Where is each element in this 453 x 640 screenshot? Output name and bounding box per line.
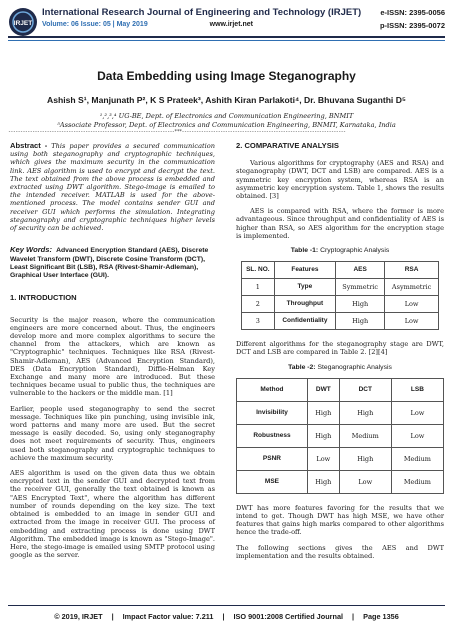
- left-column: [10, 142, 215, 566]
- footer-copyright: © 2019, IRJET: [54, 612, 103, 621]
- journal-meta: [42, 21, 253, 28]
- table-cell: Low: [307, 447, 339, 470]
- table-row: [237, 401, 444, 424]
- abstract: [10, 142, 215, 232]
- table-header-cell: LSB: [391, 378, 443, 401]
- footer-iso: ISO 9001:2008 Certified Journal: [233, 612, 344, 621]
- irjet-logo-icon: [8, 7, 38, 37]
- analysis-paragraph-4: DWT has more features favoring for the results that we intend to get. Though DWT has high MSE, we have other features that gains high marks compared to other algorithms hence the trade-off.: [236, 503, 444, 537]
- table-cell: Medium: [391, 470, 443, 493]
- table-header-cell: DCT: [339, 378, 391, 401]
- analysis-paragraph-2: AES is compared with RSA, where the former is more advantageous. Since throughput and confidentiality of AES is higher than RSA, so AES algorithm for the encryption stage is implemented.: [236, 207, 444, 240]
- affiliation-professor: ⁵Associate Professor, Dept. of Electronics and Communication Engineering, BNMIT, Karnataka, India: [57, 121, 396, 129]
- table-header-row: [237, 378, 444, 401]
- table-cell: Medium: [391, 447, 443, 470]
- table-row: [237, 470, 444, 493]
- affiliation-students: ¹,²,³,⁴ UG-BE, Dept. of Electronics and Communication Engineering, BNMIT: [99, 112, 354, 120]
- footer-separator: |: [352, 612, 355, 621]
- intro-heading: 1. INTRODUCTION: [10, 293, 77, 303]
- author-list: Ashish S¹, Manjunath P², K S Prateek³, Ashith Kiran Parlakoti⁴, Dr. Bhuvana Suganthi D⁵: [47, 95, 406, 105]
- table-header-row: [242, 262, 439, 279]
- table1-title: Cryptographic Analysis: [318, 247, 390, 255]
- intro-paragraph-2: Earlier, people used steganography to send the secret message. Techniques like pin punching, using invisible ink, word patterns and many more are used. But the secret message is easily decoded. So, using only steganography does not meet requirements of security. Thus, engineers used both steganography and cryptographic techniques to achieve the maximum security.: [10, 404, 215, 462]
- table-header-cell: AES: [336, 262, 385, 279]
- table-row: [237, 447, 444, 470]
- section-separator: ---------------------------------------------------------------------***--------------------------------------------------------------------: [8, 129, 346, 135]
- e-issn: e-ISSN: 2395-0056: [380, 8, 445, 17]
- table-row: [242, 279, 439, 296]
- table-cell: Asymmetric: [385, 279, 439, 296]
- cryptographic-analysis-table: [241, 261, 439, 330]
- table-header-cell: Features: [274, 262, 336, 279]
- abstract-label: Abstract -: [10, 141, 48, 150]
- journal-footer: [0, 612, 453, 621]
- logo-text: IRJET: [13, 20, 33, 27]
- table-feature-cell: Throughput: [274, 296, 336, 313]
- volume-info: Volume: 06 Issue: 05 | May 2019: [42, 21, 148, 28]
- table-cell: High: [339, 401, 391, 424]
- table-header-cell: Method: [237, 378, 308, 401]
- table-method-cell: PSNR: [237, 447, 308, 470]
- footer-impact-factor: Impact Factor value: 7.211: [122, 612, 214, 621]
- table-cell: Low: [385, 296, 439, 313]
- table2-caption: [236, 364, 444, 372]
- table-method-cell: Invisibility: [237, 401, 308, 424]
- table-feature-cell: Type: [274, 279, 336, 296]
- steganographic-analysis-table: [236, 378, 444, 494]
- table-row: [237, 424, 444, 447]
- table-cell: Medium: [339, 424, 391, 447]
- table2-label: Table -2:: [288, 363, 316, 371]
- table-cell: High: [336, 296, 385, 313]
- analysis-paragraph-3: Different algorithms for the steganography stage are DWT, DCT and LSB are compared in Table 2. [2][4]: [236, 340, 444, 357]
- table-row: [242, 313, 439, 330]
- table-row: [242, 296, 439, 313]
- footer-separator: |: [222, 612, 225, 621]
- table-cell: High: [307, 401, 339, 424]
- keywords: [10, 246, 215, 280]
- table-cell: High: [307, 424, 339, 447]
- footer-divider: [8, 605, 445, 606]
- header-divider-thin: [8, 40, 445, 41]
- table-cell: High: [307, 470, 339, 493]
- journal-website: www.irjet.net: [209, 21, 253, 28]
- analysis-paragraph-5: The following sections gives the AES and DWT implementation and the results obtained.: [236, 543, 444, 560]
- keywords-label: Key Words:: [10, 245, 53, 255]
- table1-label: Table -1:: [290, 247, 319, 255]
- right-column: [236, 142, 444, 567]
- table-cell: High: [336, 313, 385, 330]
- intro-paragraph-3: AES algorithm is used on the given data thus we obtain encrypted text in the sender GUI and decrypted text from the receiver GUI, generally the text obtained is known as "AES Encrypted Text", where the algorithm has different number of rounds depending on the key size. The text obtained is embedded to an image in sender GUI and extracted from the image in receiver GUI. The process of embedding and extracting process is done using DWT Algorithm. The embedded image is known as "Stego-Image". Here, the stego-image is emailed using SMTP protocol using google as the server.: [10, 469, 215, 560]
- table-cell: 2: [242, 296, 275, 313]
- analysis-heading: 2. COMPARATIVE ANALYSIS: [236, 141, 339, 150]
- table-cell: Low: [385, 313, 439, 330]
- table2-title: Steganographic Analysis: [315, 363, 392, 371]
- table-cell: 3: [242, 313, 275, 330]
- journal-header: [0, 0, 453, 44]
- table-method-cell: Robustness: [237, 424, 308, 447]
- table-cell: Low: [391, 424, 443, 447]
- p-issn: p-ISSN: 2395-0072: [379, 21, 445, 30]
- table1-caption: [236, 247, 444, 255]
- table-feature-cell: Confidentiality: [274, 313, 336, 330]
- table-cell: Low: [391, 401, 443, 424]
- paper-title: Data Embedding using Image Steganography: [97, 69, 356, 83]
- table-cell: 1: [242, 279, 275, 296]
- analysis-paragraph-1: Various algorithms for cryptography (AES and RSA) and steganography (DWT, DCT and LSB) are compared. AES is a symmetric key encryption system, whereas RSA is an asymmetric key encryption system. Table 1, shows the results obtained. [3]: [236, 159, 444, 201]
- footer-page-number: Page 1356: [363, 612, 399, 621]
- header-divider: [8, 36, 445, 38]
- keywords-text: Advanced Encryption Standard (AES), Discrete Wavelet Transform (DWT), Discrete Cosine Transform (DCT), Least Significant Bit (LSB), RSA (Rivest-Shamir-Adleman), Graphical User Interface (GUI).: [10, 247, 209, 280]
- table-header-cell: SL. NO.: [242, 262, 275, 279]
- journal-title: International Research Journal of Engineering and Technology (IRJET): [42, 7, 362, 18]
- table-cell: Symmetric: [336, 279, 385, 296]
- table-cell: High: [339, 447, 391, 470]
- table-cell: Low: [339, 470, 391, 493]
- abstract-text: This paper provides a secured communication using both steganography and cryptographic techniques, which gives the maximum security in the communication link. AES algorithm is used to encrypt and decrypt the text. The text obtained from the above process is embedded and extracted using DWT algorithm. Stego-image is emailed to the intended receiver. MATLAB is used for the above-mentioned process. The model contains sender GUI and receiver GUI which performs the simulation. Integrating steganography and cryptographic techniques higher levels of security can be achieved.: [10, 142, 215, 233]
- intro-paragraph-1: Security is the major reason, where the communication engineers are more concerned about. Thus, the engineers develop more and more complex algorithms to secure the channel from the attackers, which are known as "Cryptographic" techniques. Techniques like RSA (Rivest-Shamir-Adleman), AES (Advanced Encryption Standard), DES (Data Encryption Standard), Diffie-Helman Key Exchange and many more are introduced. But these techniques became usual to public thus, the techniques are vulnerable to the hackers or the middle man. [1]: [10, 315, 215, 398]
- table-header-cell: DWT: [307, 378, 339, 401]
- footer-separator: |: [111, 612, 114, 621]
- table-method-cell: MSE: [237, 470, 308, 493]
- table-header-cell: RSA: [385, 262, 439, 279]
